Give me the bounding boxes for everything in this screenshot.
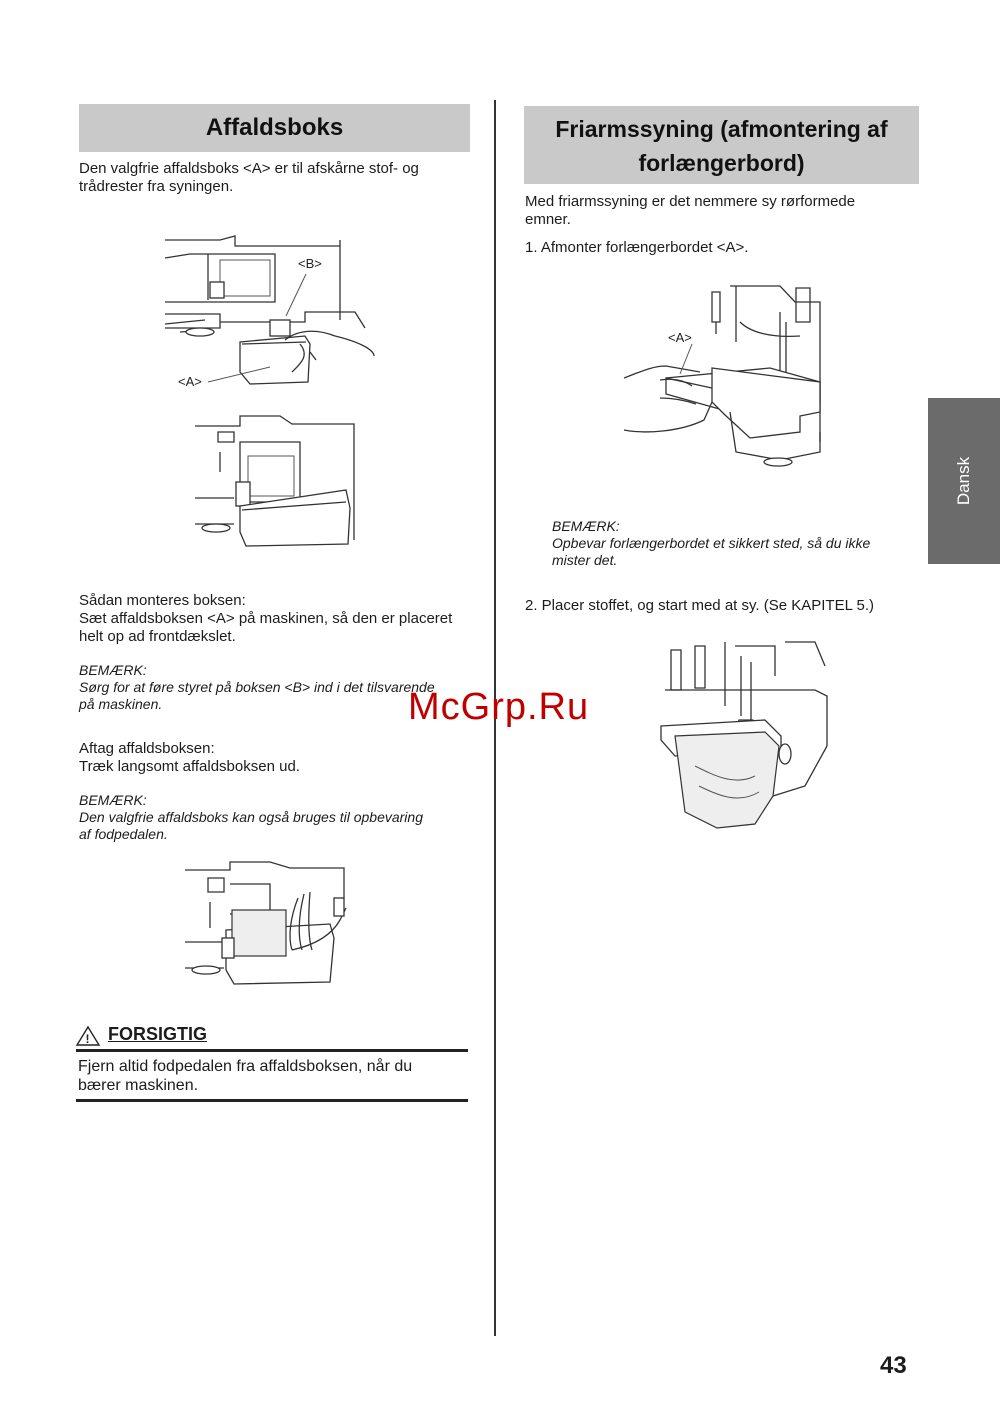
intro-paragraph-right [525, 193, 925, 229]
note-line: Opbevar forlængerbordet et sikkert sted, så du ikke [552, 535, 871, 551]
page-number: 43 [880, 1352, 907, 1379]
caution-header [76, 1024, 468, 1048]
caution-bottom-rule [76, 1099, 468, 1102]
label-a-right: <A> [668, 330, 692, 345]
note-label: BEMÆRK: [79, 792, 147, 808]
caution-line: Fjern altid fodpedalen fra affaldsboksen, når du [78, 1058, 413, 1075]
remove-instructions [79, 740, 479, 776]
intro-line: trådrester fra syningen. [79, 178, 234, 195]
caution-box [76, 1024, 468, 1102]
mount-heading: Sådan monteres boksen: [79, 592, 246, 609]
note-storage [79, 792, 479, 843]
step-1: 1. Afmonter forlængerbordet <A>. [525, 239, 749, 256]
label-a: <A> [178, 374, 202, 389]
mount-line: helt op ad frontdækslet. [79, 628, 236, 645]
step-2: 2. Placer stoffet, og start med at sy. (Se KAPITEL 5.) [525, 597, 875, 614]
section-heading-affaldsboks [79, 104, 470, 152]
heading-line: forlængerbord) [638, 150, 805, 176]
heading-line: Friarmssyning (afmontering af [555, 116, 888, 142]
remove-line: Træk langsomt affaldsboksen ud. [79, 758, 300, 775]
note-line: Sørg for at føre styret på boksen <B> ind i det tilsvarende [79, 679, 435, 695]
warning-triangle-icon [76, 1026, 100, 1046]
note-line: af fodpedalen. [79, 826, 168, 842]
caution-line: bærer maskinen. [78, 1077, 199, 1094]
caution-text [76, 1052, 468, 1099]
watermark: McGrp.Ru [408, 686, 590, 728]
intro-paragraph [79, 160, 479, 196]
language-tab-label: Dansk [954, 456, 973, 506]
figure-pedal-storage [180, 858, 370, 988]
figure-attach-box [160, 232, 400, 392]
remove-heading: Aftag affaldsboksen: [79, 740, 215, 757]
note-line: mister det. [552, 552, 618, 568]
mount-line: Sæt affaldsboksen <A> på maskinen, så den er placeret [79, 610, 453, 627]
note-label: BEMÆRK: [79, 662, 147, 678]
intro-line: Med friarmssyning er det nemmere sy rørformede [525, 193, 856, 210]
mount-instructions [79, 592, 479, 646]
note-label: BEMÆRK: [552, 518, 620, 534]
caution-title: FORSIGTIG [108, 1024, 207, 1044]
note-table-storage [552, 518, 952, 569]
figure-remove-table [620, 282, 840, 472]
figure-box-attached [190, 412, 370, 552]
svg-text:!: ! [85, 1032, 90, 1046]
section-heading-friarmssyning [524, 106, 919, 184]
intro-line: Den valgfrie affaldsboks <A> er til afskårne stof- og [79, 160, 419, 177]
note-line: Den valgfrie affaldsboks kan også bruges til opbevaring [79, 809, 423, 825]
heading-text: Affaldsboks [205, 114, 344, 141]
figure-free-arm-sewing [655, 636, 835, 836]
language-tab [928, 398, 1000, 564]
label-b: <B> [298, 256, 322, 271]
note-line: på maskinen. [79, 696, 163, 712]
intro-line: emner. [525, 211, 571, 228]
